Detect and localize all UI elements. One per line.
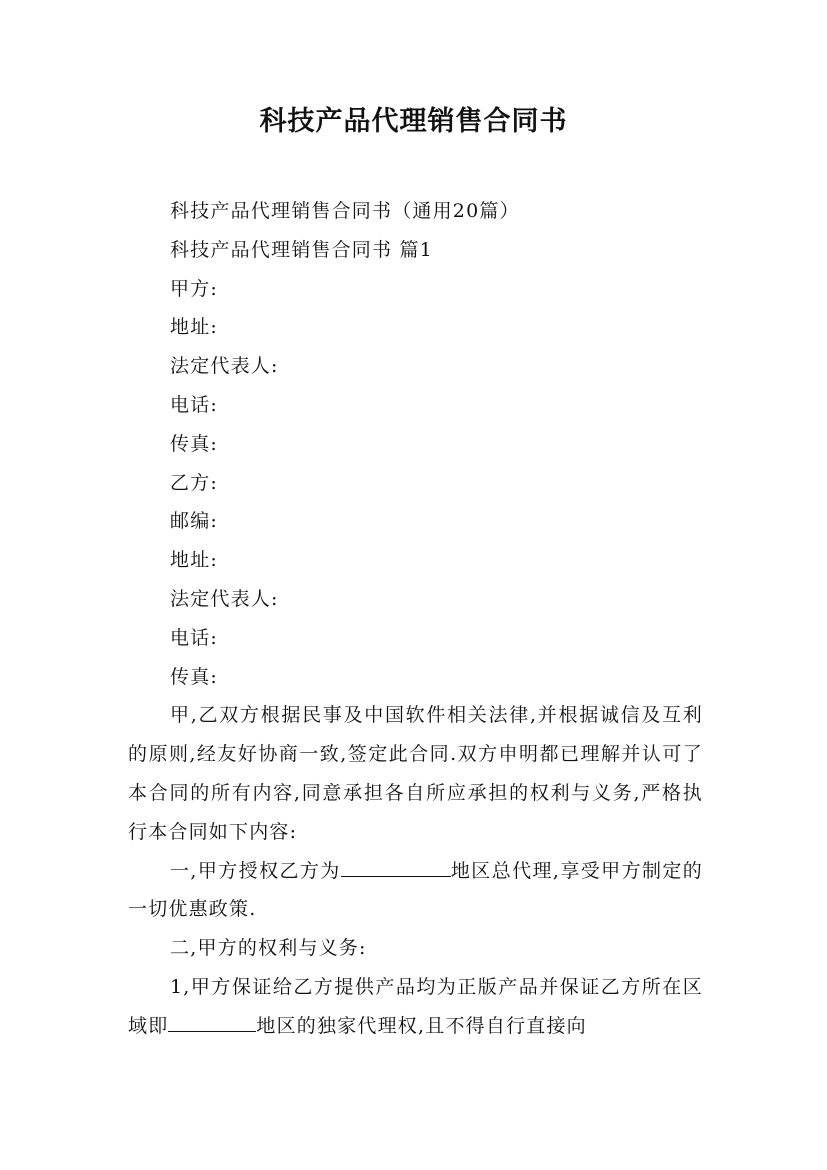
party-b-label: 乙方: — [170, 471, 219, 494]
party-b-phone: 电话: — [170, 626, 219, 649]
document-title: 科技产品代理销售合同书 — [259, 106, 568, 137]
party-a-label: 甲方: — [170, 277, 219, 300]
party-a-phone: 电话: — [170, 393, 219, 416]
party-b-postcode: 邮编: — [170, 510, 219, 533]
clause-1 — [128, 852, 703, 930]
section-heading: 科技产品代理销售合同书 篇1 — [170, 238, 433, 261]
document-subtitle: 科技产品代理销售合同书（通用20篇） — [170, 200, 520, 222]
clause-1-after: 地区总代理,享受甲方制定的一切优惠政策. — [128, 859, 703, 921]
clause-2-heading: 二,甲方的权利与义务: — [170, 937, 367, 960]
party-a-fax: 传真: — [170, 432, 219, 455]
party-a-address: 地址: — [170, 316, 219, 339]
clause-2-1-after: 地区的独家代理权,且不得自行直接向 — [256, 1014, 587, 1037]
party-a-legal-rep: 法定代表人: — [170, 355, 279, 378]
clause-1-before: 一,甲方授权乙方为 — [170, 859, 341, 882]
document-body — [128, 192, 703, 1046]
intro-paragraph: 甲,乙双方根据民事及中国软件相关法律,并根据诚信及互利的原则,经友好协商一致,签定此合同.双方申明都已理解并认可了本合同的所有内容,同意承担各自所应承担的权利与义务,严格执行本合同如下内容: — [128, 704, 703, 843]
party-b-legal-rep: 法定代表人: — [170, 587, 279, 610]
clause-2-1-before: 1,甲方保证给乙方提供产品均为正版产品并保证乙方所在区域即 — [128, 975, 703, 1037]
fill-blank — [168, 1011, 256, 1032]
party-b-address: 地址: — [170, 549, 219, 572]
clause-2-1 — [128, 968, 703, 1046]
party-b-fax: 传真: — [170, 665, 219, 688]
fill-blank — [341, 856, 451, 877]
